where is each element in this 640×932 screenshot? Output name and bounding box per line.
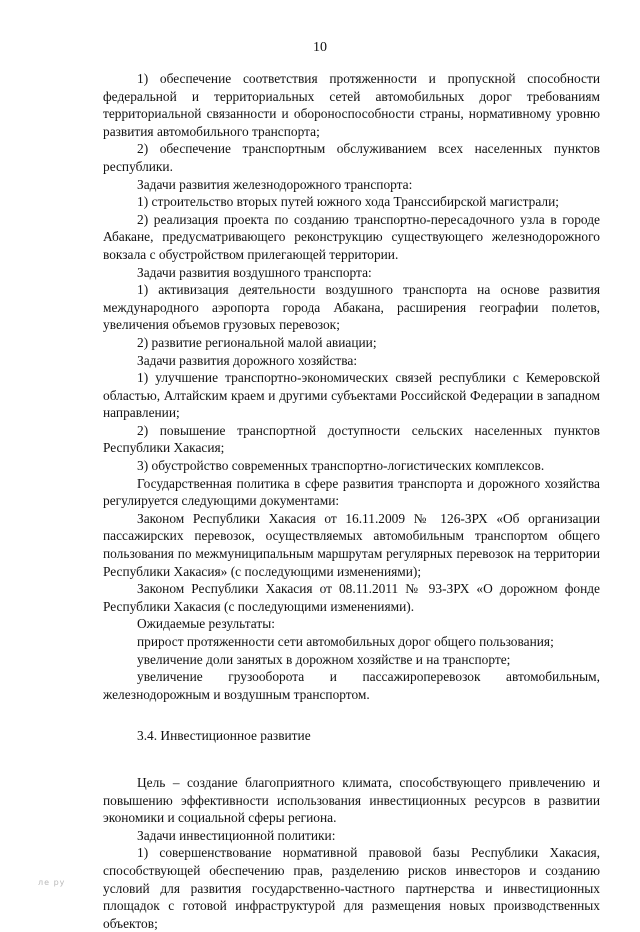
page-number: 10 bbox=[313, 40, 327, 55]
paragraph: 2) реализация проекта по созданию транспортно-пересадочного узла в городе Абакане, предусматривающего реконструкцию существующего железнодорожного вокзала с обустройством прилегающей территории. bbox=[103, 211, 600, 262]
paragraph: 1) строительство вторых путей южного хода Транссибирской магистрали; bbox=[137, 194, 559, 210]
paragraph: 1) совершенствование нормативной правовой базы Республики Хакасия, способствующей обеспечению прав, разделению рисков инвесторов и созданию условий для развития государственно-частного партнерства и инвестиционных площадок с готовой инфраструктурой для размещения новых производственных объектов; bbox=[103, 845, 600, 931]
paragraph: Задачи развития железнодорожного транспорта: bbox=[137, 176, 413, 192]
paragraph: Государственная политика в сфере развития транспорта и дорожного хозяйства регулируется следующими документами: bbox=[103, 475, 600, 509]
paragraph: увеличение доли занятых в дорожном хозяйстве и на транспорте; bbox=[137, 651, 511, 667]
paragraph: 2) обеспечение транспортным обслуживанием всех населенных пунктов республики. bbox=[103, 141, 600, 174]
paragraph: 1) улучшение транспортно-экономических связей республики с Кемеровской областью, Алтайским краем и другими субъектами Российской Федерации в западном направлении; bbox=[103, 370, 600, 421]
paragraph: Задачи развития воздушного транспорта: bbox=[137, 264, 372, 280]
section-heading: 3.4. Инвестиционное развитие bbox=[137, 728, 311, 744]
footer-mark: ле ру bbox=[38, 878, 66, 887]
paragraph: 1) активизация деятельности воздушного транспорта на основе развития международного аэропорта города Абакана, расширения географии полетов, увеличения объемов грузовых перевозок; bbox=[103, 282, 600, 333]
paragraph: увеличение грузооборота и пассажироперевозок автомобильным, железнодорожным и воздушным транспортом. bbox=[103, 669, 600, 702]
paragraph: Цель – создание благоприятного климата, способствующего привлечению и повышению эффективности использования инвестиционных ресурсов в развитии экономики и социальной сферы региона. bbox=[103, 774, 600, 826]
paragraph: Задачи инвестиционной политики: bbox=[137, 827, 336, 843]
paragraph: 2) повышение транспортной доступности сельских населенных пунктов Республики Хакасия; bbox=[103, 422, 600, 456]
paragraph: Законом Республики Хакасия от 08.11.2011 № 93-ЗРХ «О дорожном фонде Республики Хакасия (с последующими изменениями). bbox=[103, 581, 600, 614]
paragraph: Задачи развития дорожного хозяйства: bbox=[137, 352, 358, 368]
paragraph: прирост протяженности сети автомобильных дорог общего пользования; bbox=[137, 634, 554, 649]
spacer bbox=[103, 703, 600, 727]
spacer bbox=[103, 745, 600, 774]
paragraph: Законом Республики Хакасия от 16.11.2009 № 126-ЗРХ «Об организации пассажирских перевозок, осуществляемых автомобильным транспортом общего пользования по межмуниципальным маршрутам регулярных перевозок на территории Республики Хакасия» (с последующими изменениями); bbox=[103, 510, 600, 579]
paragraph: Ожидаемые результаты: bbox=[137, 616, 275, 632]
document-body bbox=[103, 70, 600, 932]
paragraph: 2) развитие региональной малой авиации; bbox=[137, 334, 377, 350]
paragraph: 1) обеспечение соответствия протяженности и пропускной способности федеральной и территориальных сетей автомобильных дорог требованиям территориальной связанности и обороноспособности страны, нормативному уровню развития автомобильного транспорта; bbox=[103, 71, 600, 139]
paragraph: 3) обустройство современных транспортно-логистических комплексов. bbox=[137, 458, 545, 474]
